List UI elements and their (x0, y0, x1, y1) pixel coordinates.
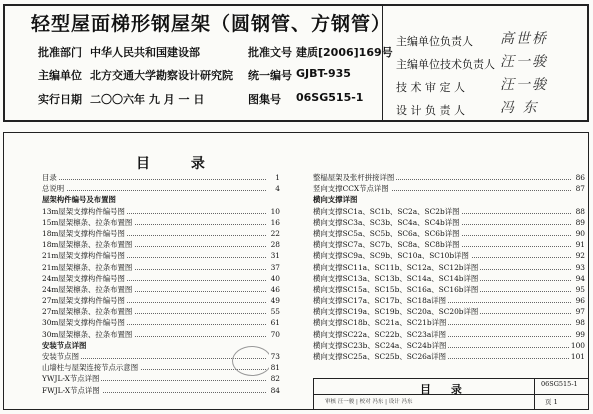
toc-entry[interactable] (42, 295, 280, 306)
toc-entry-label: 13m屋架支撑构件编号图 (42, 206, 125, 216)
toc-leader-dots (42, 179, 266, 180)
signature: 汪一骏 (500, 54, 548, 70)
toc-section-heading (313, 194, 585, 205)
toc-entry-label: 横向支撑SC18b、SC21a、SC21b详图 (313, 318, 447, 328)
signature: 冯 东 (500, 100, 539, 116)
toc-entry-page: 91 (575, 240, 585, 250)
toc-entry-label: 目录 (42, 173, 57, 182)
toc-entry-page: 22 (270, 228, 280, 238)
toc-entry[interactable] (313, 183, 585, 194)
toc-entry-label: 24m屋架支撑构件编号图 (42, 273, 125, 283)
toc-entry-page: 99 (575, 329, 585, 339)
toc-entry[interactable] (313, 217, 585, 228)
toc-entry[interactable] (313, 239, 585, 250)
approving-dept: 中华人民共和国建设部 (90, 46, 200, 59)
toc-entry-label: 21m屋架支撑构件编号图 (42, 251, 125, 261)
toc-entry-page: 61 (270, 318, 280, 328)
date-label: 实行日期 (38, 93, 82, 106)
toc-entry[interactable] (42, 329, 280, 340)
toc-entry-page: 4 (275, 184, 280, 194)
effective-date: 二〇〇六年 九 月 一 日 (90, 93, 205, 106)
toc-entry-label: 横向支撑SC19a、SC19b、SC20a、SC20b详图 (313, 307, 479, 317)
toc-entry-page: 94 (575, 273, 585, 283)
toc-entry-page: 10 (270, 206, 280, 216)
toc-entry-page: 89 (575, 217, 585, 227)
editing-unit-label: 主编单位 (38, 69, 82, 82)
responsible-role: 主编单位负责人 (396, 35, 473, 48)
toc-entry-label: FWJL-X节点详图 (42, 385, 100, 395)
toc-entry[interactable] (313, 317, 585, 328)
toc-entry-page: 28 (270, 240, 280, 250)
atlas-no-label: 图集号 (248, 93, 281, 106)
toc-entry[interactable] (313, 172, 585, 183)
strip-page-no: 页 1 (545, 398, 558, 406)
toc-entry-label: 横向支撑详图 (313, 195, 358, 205)
toc-entry-label: 横向支撑SC13a、SC13b、SC14a、SC14b详图 (313, 273, 479, 283)
toc-entry[interactable] (313, 306, 585, 317)
toc-entry-label: 横向支撑SC22a、SC22b、SC23a详图 (313, 329, 447, 339)
toc-entry-page: 37 (270, 262, 280, 272)
toc-entry[interactable] (42, 206, 280, 217)
editing-unit: 北方交通大学勘察设计研究院 (90, 69, 233, 82)
toc-entry-page: 81 (270, 363, 280, 373)
toc-title: 目 录 (136, 156, 223, 172)
toc-entry-page: 55 (270, 307, 280, 317)
toc-entry-page: 73 (270, 352, 280, 361)
toc-entry-label: 总说明 (42, 184, 65, 194)
toc-entry-page: 70 (270, 329, 280, 339)
approval-no: 建质[2006]169号 (296, 46, 393, 59)
toc-entry-label: 横向支撑SC3a、SC3b、SC4a、SC4b详图 (313, 217, 460, 227)
approval-stamp (232, 346, 272, 376)
toc-entry-label: 竖向支撑CCX节点详图 (313, 184, 389, 194)
toc-entry-page: 46 (270, 284, 280, 294)
toc-entry-label: 15m屋架檩条、拉条布置图 (42, 217, 133, 227)
toc-entry[interactable] (42, 273, 280, 284)
toc-entry-label: 横向支撑SC1a、SC1b、SC2a、SC2b详图 (313, 206, 460, 216)
toc-entry-page: 1 (275, 173, 280, 182)
toc-entry-label: 横向支撑SC7a、SC7b、SC8a、SC8b详图 (313, 240, 460, 250)
toc-entry[interactable] (313, 340, 585, 351)
toc-right-column (313, 172, 585, 362)
toc-entry-label: 横向支撑SC5a、SC5b、SC6a、SC6b详图 (313, 228, 460, 238)
toc-entry[interactable] (42, 385, 280, 396)
toc-entry-label: 横向支撑SC23b、SC24a、SC24b详图 (313, 340, 447, 350)
strip-atlas-no: 06SG515-1 (541, 380, 578, 388)
approval-no-label: 批准文号 (248, 46, 292, 59)
toc-leader-dots (42, 190, 266, 191)
toc-entry-label: 30m屋架檩条、拉条布置图 (42, 329, 133, 339)
toc-entry-label: 安装节点图 (42, 352, 79, 361)
toc-entry[interactable] (42, 228, 280, 239)
unified-no: GJBT-935 (296, 67, 351, 80)
strip-title: 目 录 (420, 383, 470, 396)
toc-entry[interactable] (42, 250, 280, 261)
toc-entry[interactable] (313, 351, 585, 362)
document-title: 轻型屋面梯形钢屋架（圆钢管、方钢管） (31, 13, 392, 35)
toc-entry-page: 82 (270, 374, 280, 384)
toc-entry[interactable] (42, 239, 280, 250)
toc-entry-page: 95 (575, 284, 585, 294)
toc-entry-page: 100 (570, 340, 585, 350)
toc-entry-page: 90 (575, 228, 585, 238)
toc-entry[interactable] (42, 317, 280, 328)
strip-signoff: 审核 汪一骏 | 校对 冯东 | 设计 冯东 (325, 399, 413, 405)
toc-entry-page: 92 (575, 251, 585, 261)
toc-entry[interactable] (313, 273, 585, 284)
toc-entry[interactable] (313, 295, 585, 306)
toc-entry-page: 87 (575, 184, 585, 194)
toc-entry-label: 山墙柱与屋架连接节点示意图 (42, 363, 139, 373)
toc-entry-label: 横向支撑SC25a、SC25b、SC26a详图 (313, 352, 447, 361)
toc-entry-page: 101 (570, 352, 585, 361)
atlas-no: 06SG515-1 (296, 91, 364, 104)
toc-entry-page: 16 (270, 217, 280, 227)
toc-entry-page: 97 (575, 307, 585, 317)
toc-entry-label: 横向支撑SC9a、SC9b、SC10a、SC10b详图 (313, 251, 469, 261)
toc-entry-label: 27m屋架支撑构件编号图 (42, 296, 125, 306)
toc-entry-label: 安装节点详图 (42, 340, 87, 350)
toc-entry-label: 横向支撑SC17a、SC17b、SC18a详图 (313, 296, 447, 306)
signature: 高世桥 (500, 31, 548, 47)
toc-entry-label: 横向支撑SC11a、SC11b、SC12a、SC12b详图 (313, 262, 479, 272)
toc-entry[interactable] (42, 217, 280, 228)
toc-entry-page: 49 (270, 296, 280, 306)
toc-entry-label: 27m屋架檩条、拉条布置图 (42, 307, 133, 317)
toc-entry[interactable] (42, 172, 280, 183)
toc-entry-page: 31 (270, 251, 280, 261)
toc-entry-label: 屋架构件编号及布置图 (42, 195, 116, 205)
responsible-role: 技 术 审 定 人 (396, 81, 465, 94)
toc-entry[interactable] (313, 329, 585, 340)
toc-entry[interactable] (42, 183, 280, 194)
approving-dept-label: 批准部门 (38, 46, 82, 59)
toc-entry-label: 24m屋架檩条、拉条布置图 (42, 284, 133, 294)
toc-entry[interactable] (313, 250, 585, 261)
toc-entry-page: 98 (575, 318, 585, 328)
toc-entry-label: 横向支撑SC15a、SC15b、SC16a、SC16b详图 (313, 284, 479, 294)
toc-entry-page: 40 (270, 273, 280, 283)
toc-entry[interactable] (313, 262, 585, 273)
toc-entry-label: 整榀屋架及张杆拼接详图 (313, 173, 395, 182)
toc-entry[interactable] (42, 306, 280, 317)
toc-section-heading (42, 194, 280, 205)
toc-entry-page: 96 (575, 296, 585, 306)
responsible-role: 主编单位技术负责人 (396, 58, 495, 71)
toc-entry[interactable] (42, 262, 280, 273)
toc-entry-label: YWJL-X节点详图 (42, 374, 100, 384)
toc-entry-label: 30m屋架支撑构件编号图 (42, 318, 125, 328)
toc-entry[interactable] (313, 284, 585, 295)
toc-entry[interactable] (313, 206, 585, 217)
unified-no-label: 统一编号 (248, 69, 292, 82)
toc-entry-page: 93 (575, 262, 585, 272)
responsible-role: 设 计 负 责 人 (396, 104, 465, 117)
toc-entry-label: 21m屋架檩条、拉条布置图 (42, 262, 133, 272)
toc-entry-page: 88 (575, 206, 585, 216)
toc-entry-label: 18m屋架支撑构件编号图 (42, 228, 125, 238)
toc-entry-label: 18m屋架檩条、拉条布置图 (42, 240, 133, 250)
toc-entry[interactable] (42, 284, 280, 295)
signature: 汪一骏 (500, 77, 548, 93)
toc-entry[interactable] (313, 228, 585, 239)
toc-entry-page: 84 (270, 385, 280, 395)
toc-entry-page: 86 (575, 173, 585, 182)
